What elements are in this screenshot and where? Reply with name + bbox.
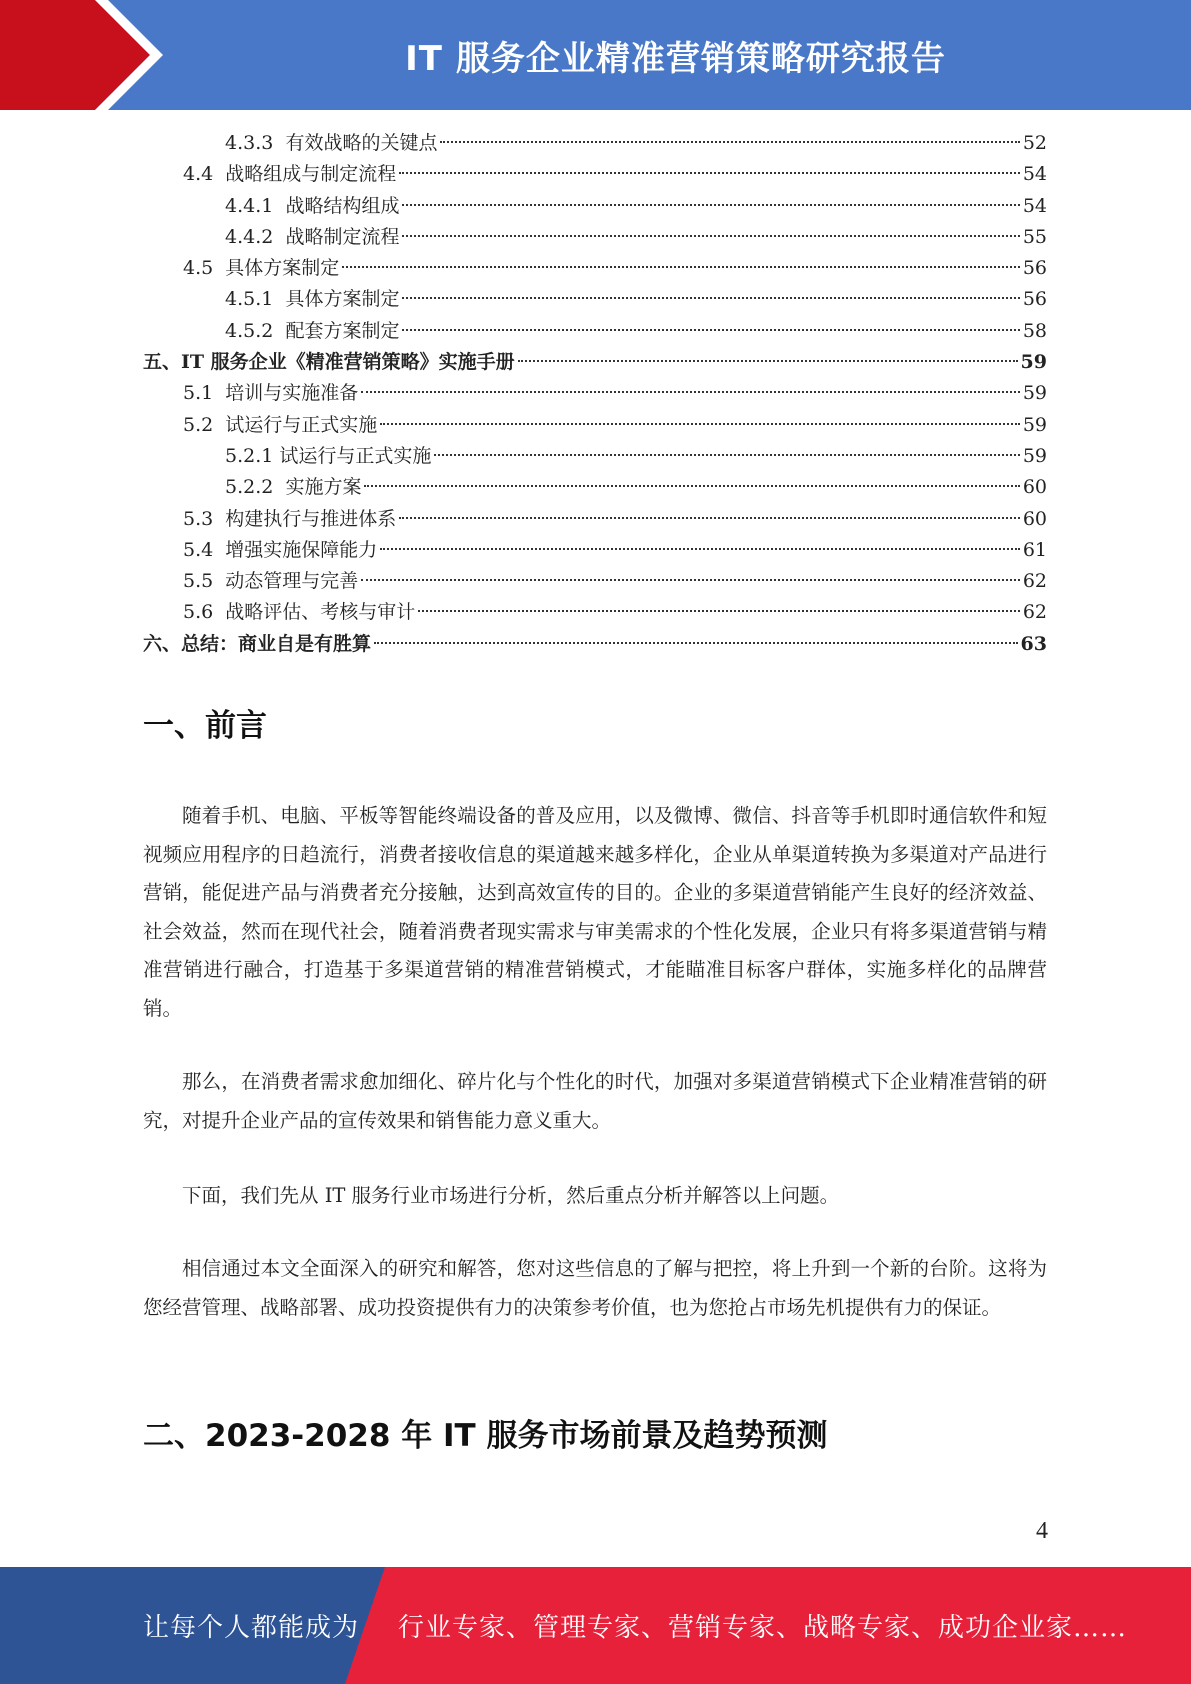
toc-entry-page: 59: [1020, 351, 1047, 374]
toc-leader-dots: [380, 423, 1020, 425]
toc-entry-number: 5.6: [183, 601, 226, 624]
toc-entry[interactable]: [143, 535, 1047, 566]
toc-entry-page: 60: [1022, 507, 1047, 530]
page-footer: [0, 1567, 1191, 1684]
toc-entry-number: 5.4: [183, 538, 226, 561]
toc-entry-number: 5.2.2: [225, 476, 286, 499]
toc-entry[interactable]: [143, 629, 1047, 660]
toc-entry-page: 55: [1022, 225, 1047, 248]
toc-leader-dots: [402, 297, 1019, 299]
toc-entry-page: 62: [1022, 570, 1047, 593]
toc-entry-page: 56: [1022, 288, 1047, 311]
toc-entry-number: 4.5.2: [225, 319, 286, 342]
toc-entry-title: 六、总结：商业自是有胜算: [143, 632, 372, 655]
toc-entry-page: 59: [1022, 382, 1047, 405]
toc-leader-dots: [399, 172, 1020, 174]
toc-entry[interactable]: [143, 597, 1047, 628]
page-header: [0, 0, 1191, 110]
toc-entry[interactable]: [143, 441, 1047, 472]
toc-leader-dots: [418, 610, 1020, 612]
toc-leader-dots: [364, 485, 1019, 487]
toc-entry[interactable]: [143, 316, 1047, 347]
header-chevron-decoration: [0, 0, 200, 110]
toc-entry-title: 试运行与正式实施: [225, 413, 378, 436]
toc-entry-number: 5.1: [183, 382, 226, 405]
toc-entry[interactable]: [143, 222, 1047, 253]
toc-leader-dots: [380, 548, 1020, 550]
toc-entry-number: 4.5.1: [225, 288, 286, 311]
toc-entry-title: 有效战略的关键点: [285, 132, 438, 154]
toc-entry-page: 54: [1022, 163, 1047, 186]
toc-entry[interactable]: [143, 128, 1047, 159]
toc-entry-title: 实施方案: [285, 476, 362, 499]
toc-leader-dots: [402, 204, 1019, 206]
paragraph: 那么，在消费者需求愈加细化、碎片化与个性化的时代，加强对多渠道营销模式下企业精准营销的研究，对提升企业产品的宣传效果和销售能力意义重大。: [143, 1070, 1047, 1132]
toc-entry-title: 增强实施保障能力: [225, 538, 378, 561]
toc-entry-title: 具体方案制定: [285, 288, 400, 311]
toc-leader-dots: [402, 235, 1019, 237]
toc-entry[interactable]: [143, 378, 1047, 409]
toc-entry[interactable]: [143, 410, 1047, 441]
page-number: 4: [1036, 1518, 1048, 1544]
toc-entry-page: 58: [1022, 319, 1047, 342]
toc-entry[interactable]: [143, 159, 1047, 190]
toc-entry-page: 59: [1022, 413, 1047, 436]
toc-entry[interactable]: [143, 472, 1047, 503]
toc-leader-dots: [361, 391, 1020, 393]
toc-entry-number: 4.5: [183, 257, 226, 280]
toc-entry-number: 4.4: [183, 163, 226, 186]
toc-entry-title: 构建执行与推进体系: [225, 507, 397, 530]
toc-leader-dots: [361, 579, 1020, 581]
footer-slogan-left: 让每个人都能成为: [143, 1613, 360, 1643]
toc-leader-dots: [399, 517, 1020, 519]
toc-entry-number: 5.3: [183, 507, 226, 530]
toc-entry-page: 60: [1022, 476, 1047, 499]
paragraph: 随着手机、电脑、平板等智能终端设备的普及应用，以及微博、微信、抖音等手机即时通信软件和短视频应用程序的日趋流行，消费者接收信息的渠道越来越多样化，企业从单渠道转换为多渠道对产品进行营销，能促进产品与消费者充分接触，达到高效宣传的目的。企业的多渠道营销能产生良好的经济效益、社会效益，然而在现代社会，随着消费者现实需求与审美需求的个性化发展，企业只有将多渠道营销与精准营销进行融合，打造基于多渠道营销的精准营销模式，才能瞄准目标客户群体，实施多样化的品牌营销。: [143, 804, 1047, 1020]
toc-entry-page: 54: [1022, 194, 1047, 217]
section-heading-preface: 一、前言: [143, 708, 267, 744]
paragraph: 相信通过本文全面深入的研究和解答，您对这些信息的了解与把控，将上升到一个新的台阶。这将为您经营管理、战略部署、成功投资提供有力的决策参考价值，也为您抢占市场先机提供有力的保证。: [143, 1257, 1047, 1319]
toc-leader-dots: [342, 266, 1020, 268]
toc-leader-dots: [440, 141, 1019, 143]
toc-entry-title: 培训与实施准备: [225, 382, 359, 405]
toc-entry-page: 63: [1020, 632, 1047, 655]
toc-entry-page: 62: [1022, 601, 1047, 624]
toc-entry-title: 五、IT 服务企业《精准营销策略》实施手册: [143, 351, 515, 374]
toc-entry-page: 52: [1022, 132, 1047, 154]
toc-leader-dots: [402, 329, 1019, 331]
toc-entry-page: 59: [1022, 444, 1047, 467]
toc-entry-number: 5.2.1: [225, 444, 280, 467]
toc-entry-title: 配套方案制定: [285, 319, 400, 342]
toc-entry-title: 战略结构组成: [285, 194, 400, 217]
paragraph: 下面，我们先从 IT 服务行业市场进行分析，然后重点分析并解答以上问题。: [182, 1184, 840, 1207]
toc-leader-dots: [518, 360, 1018, 362]
toc-entry[interactable]: [143, 253, 1047, 284]
table-of-contents: [143, 128, 1047, 660]
toc-entry-page: 61: [1022, 538, 1047, 561]
toc-entry[interactable]: [143, 566, 1047, 597]
toc-entry[interactable]: [143, 504, 1047, 535]
toc-entry-title: 战略组成与制定流程: [225, 163, 397, 186]
toc-entry[interactable]: [143, 284, 1047, 315]
toc-entry[interactable]: [143, 191, 1047, 222]
toc-entry-number: 5.2: [183, 413, 226, 436]
toc-entry[interactable]: [143, 347, 1047, 378]
toc-entry-number: 5.5: [183, 570, 226, 593]
toc-entry-title: 战略制定流程: [285, 225, 400, 248]
toc-entry-page: 56: [1022, 257, 1047, 280]
toc-entry-title: 具体方案制定: [225, 257, 340, 280]
toc-entry-number: 4.4.2: [225, 225, 286, 248]
toc-entry-number: 4.3.3: [225, 132, 286, 154]
header-title: IT 服务企业精准营销策略研究报告: [405, 38, 946, 79]
section-heading-market-forecast: 二、2023-2028 年 IT 服务市场前景及趋势预测: [143, 1418, 828, 1454]
toc-leader-dots: [434, 454, 1019, 456]
footer-slogan-right: 行业专家、管理专家、营销专家、战略专家、成功企业家……: [398, 1613, 1128, 1643]
toc-entry-title: 试运行与正式实施: [279, 444, 432, 467]
toc-entry-title: 动态管理与完善: [225, 570, 359, 593]
toc-leader-dots: [374, 642, 1018, 644]
toc-entry-number: 4.4.1: [225, 194, 286, 217]
toc-entry-title: 战略评估、考核与审计: [225, 601, 416, 624]
